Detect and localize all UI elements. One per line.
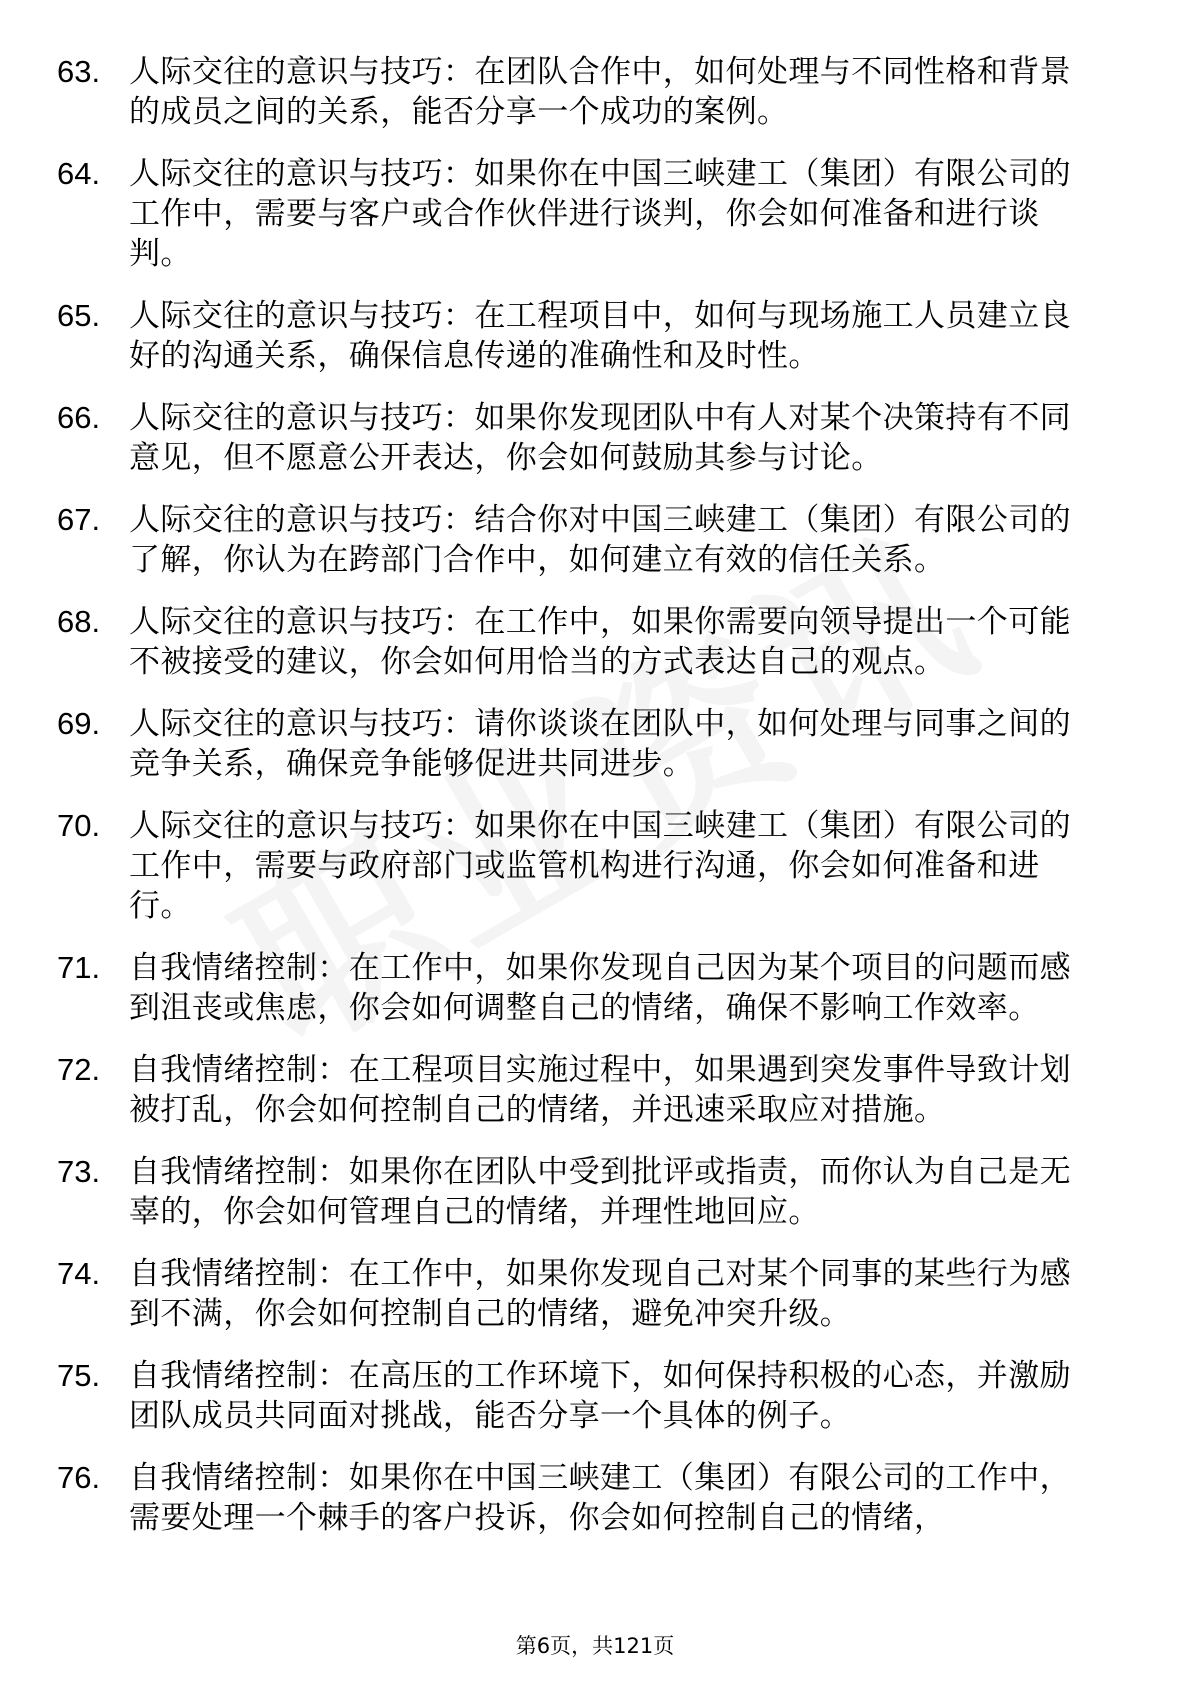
question-item-70 <box>0 806 1190 926</box>
question-number: 71. <box>57 950 101 985</box>
question-item-72 <box>0 1050 1190 1130</box>
question-list <box>0 52 1190 1560</box>
question-item-66 <box>0 398 1190 478</box>
question-text: 人际交往的意识与技巧：如果你在中国三峡建工（集团）有限公司的工作中，需要与政府部门或监管机构进行沟通，你会如何准备和进行。 <box>129 808 1071 924</box>
question-text: 自我情绪控制：如果你在团队中受到批评或指责，而你认为自己是无辜的，你会如何管理自己的情绪，并理性地回应。 <box>129 1154 1071 1230</box>
question-text: 人际交往的意识与技巧：在工作中，如果你需要向领导提出一个可能不被接受的建议，你会如何用恰当的方式表达自己的观点。 <box>129 604 1071 680</box>
question-text: 人际交往的意识与技巧：在团队合作中，如何处理与不同性格和背景的成员之间的关系，能否分享一个成功的案例。 <box>129 54 1071 130</box>
question-number: 65. <box>57 298 101 333</box>
question-text: 人际交往的意识与技巧：如果你发现团队中有人对某个决策持有不同意见，但不愿意公开表达，你会如何鼓励其参与讨论。 <box>129 400 1071 476</box>
question-item-75 <box>0 1356 1190 1436</box>
question-item-69 <box>0 704 1190 784</box>
question-number: 66. <box>57 400 101 435</box>
question-number: 73. <box>57 1154 101 1189</box>
question-number: 76. <box>57 1460 101 1495</box>
question-text: 自我情绪控制：在工作中，如果你发现自己因为某个项目的问题而感到沮丧或焦虑，你会如何调整自己的情绪，确保不影响工作效率。 <box>129 950 1071 1026</box>
question-item-64 <box>0 154 1190 274</box>
question-number: 70. <box>57 808 101 843</box>
question-item-68 <box>0 602 1190 682</box>
question-text: 人际交往的意识与技巧：请你谈谈在团队中，如何处理与同事之间的竞争关系，确保竞争能够促进共同进步。 <box>129 706 1071 782</box>
question-item-67 <box>0 500 1190 580</box>
question-item-71 <box>0 948 1190 1028</box>
question-item-65 <box>0 296 1190 376</box>
question-number: 72. <box>57 1052 101 1087</box>
question-number: 63. <box>57 54 101 89</box>
question-text: 人际交往的意识与技巧：如果你在中国三峡建工（集团）有限公司的工作中，需要与客户或合作伙伴进行谈判，你会如何准备和进行谈判。 <box>129 156 1071 272</box>
question-number: 67. <box>57 502 101 537</box>
question-item-76 <box>0 1458 1190 1538</box>
question-text: 自我情绪控制：如果你在中国三峡建工（集团）有限公司的工作中，需要处理一个棘手的客户投诉，你会如何控制自己的情绪， <box>129 1460 1071 1536</box>
question-number: 69. <box>57 706 101 741</box>
question-text: 自我情绪控制：在高压的工作环境下，如何保持积极的心态，并激励团队成员共同面对挑战，能否分享一个具体的例子。 <box>129 1358 1071 1434</box>
question-text: 人际交往的意识与技巧：结合你对中国三峡建工（集团）有限公司的了解，你认为在跨部门合作中，如何建立有效的信任关系。 <box>129 502 1071 578</box>
question-item-74 <box>0 1254 1190 1334</box>
question-item-73 <box>0 1152 1190 1232</box>
question-text: 自我情绪控制：在工作中，如果你发现自己对某个同事的某些行为感到不满，你会如何控制自己的情绪，避免冲突升级。 <box>129 1256 1071 1332</box>
question-text: 人际交往的意识与技巧：在工程项目中，如何与现场施工人员建立良好的沟通关系，确保信息传递的准确性和及时性。 <box>129 298 1071 374</box>
question-text: 自我情绪控制：在工程项目实施过程中，如果遇到突发事件导致计划被打乱，你会如何控制自己的情绪，并迅速采取应对措施。 <box>129 1052 1071 1128</box>
question-number: 64. <box>57 156 101 191</box>
question-number: 75. <box>57 1358 101 1393</box>
question-item-63 <box>0 52 1190 132</box>
question-number: 68. <box>57 604 101 639</box>
question-number: 74. <box>57 1256 101 1291</box>
page-footer: 第6页，共121页 <box>515 1634 675 1658</box>
